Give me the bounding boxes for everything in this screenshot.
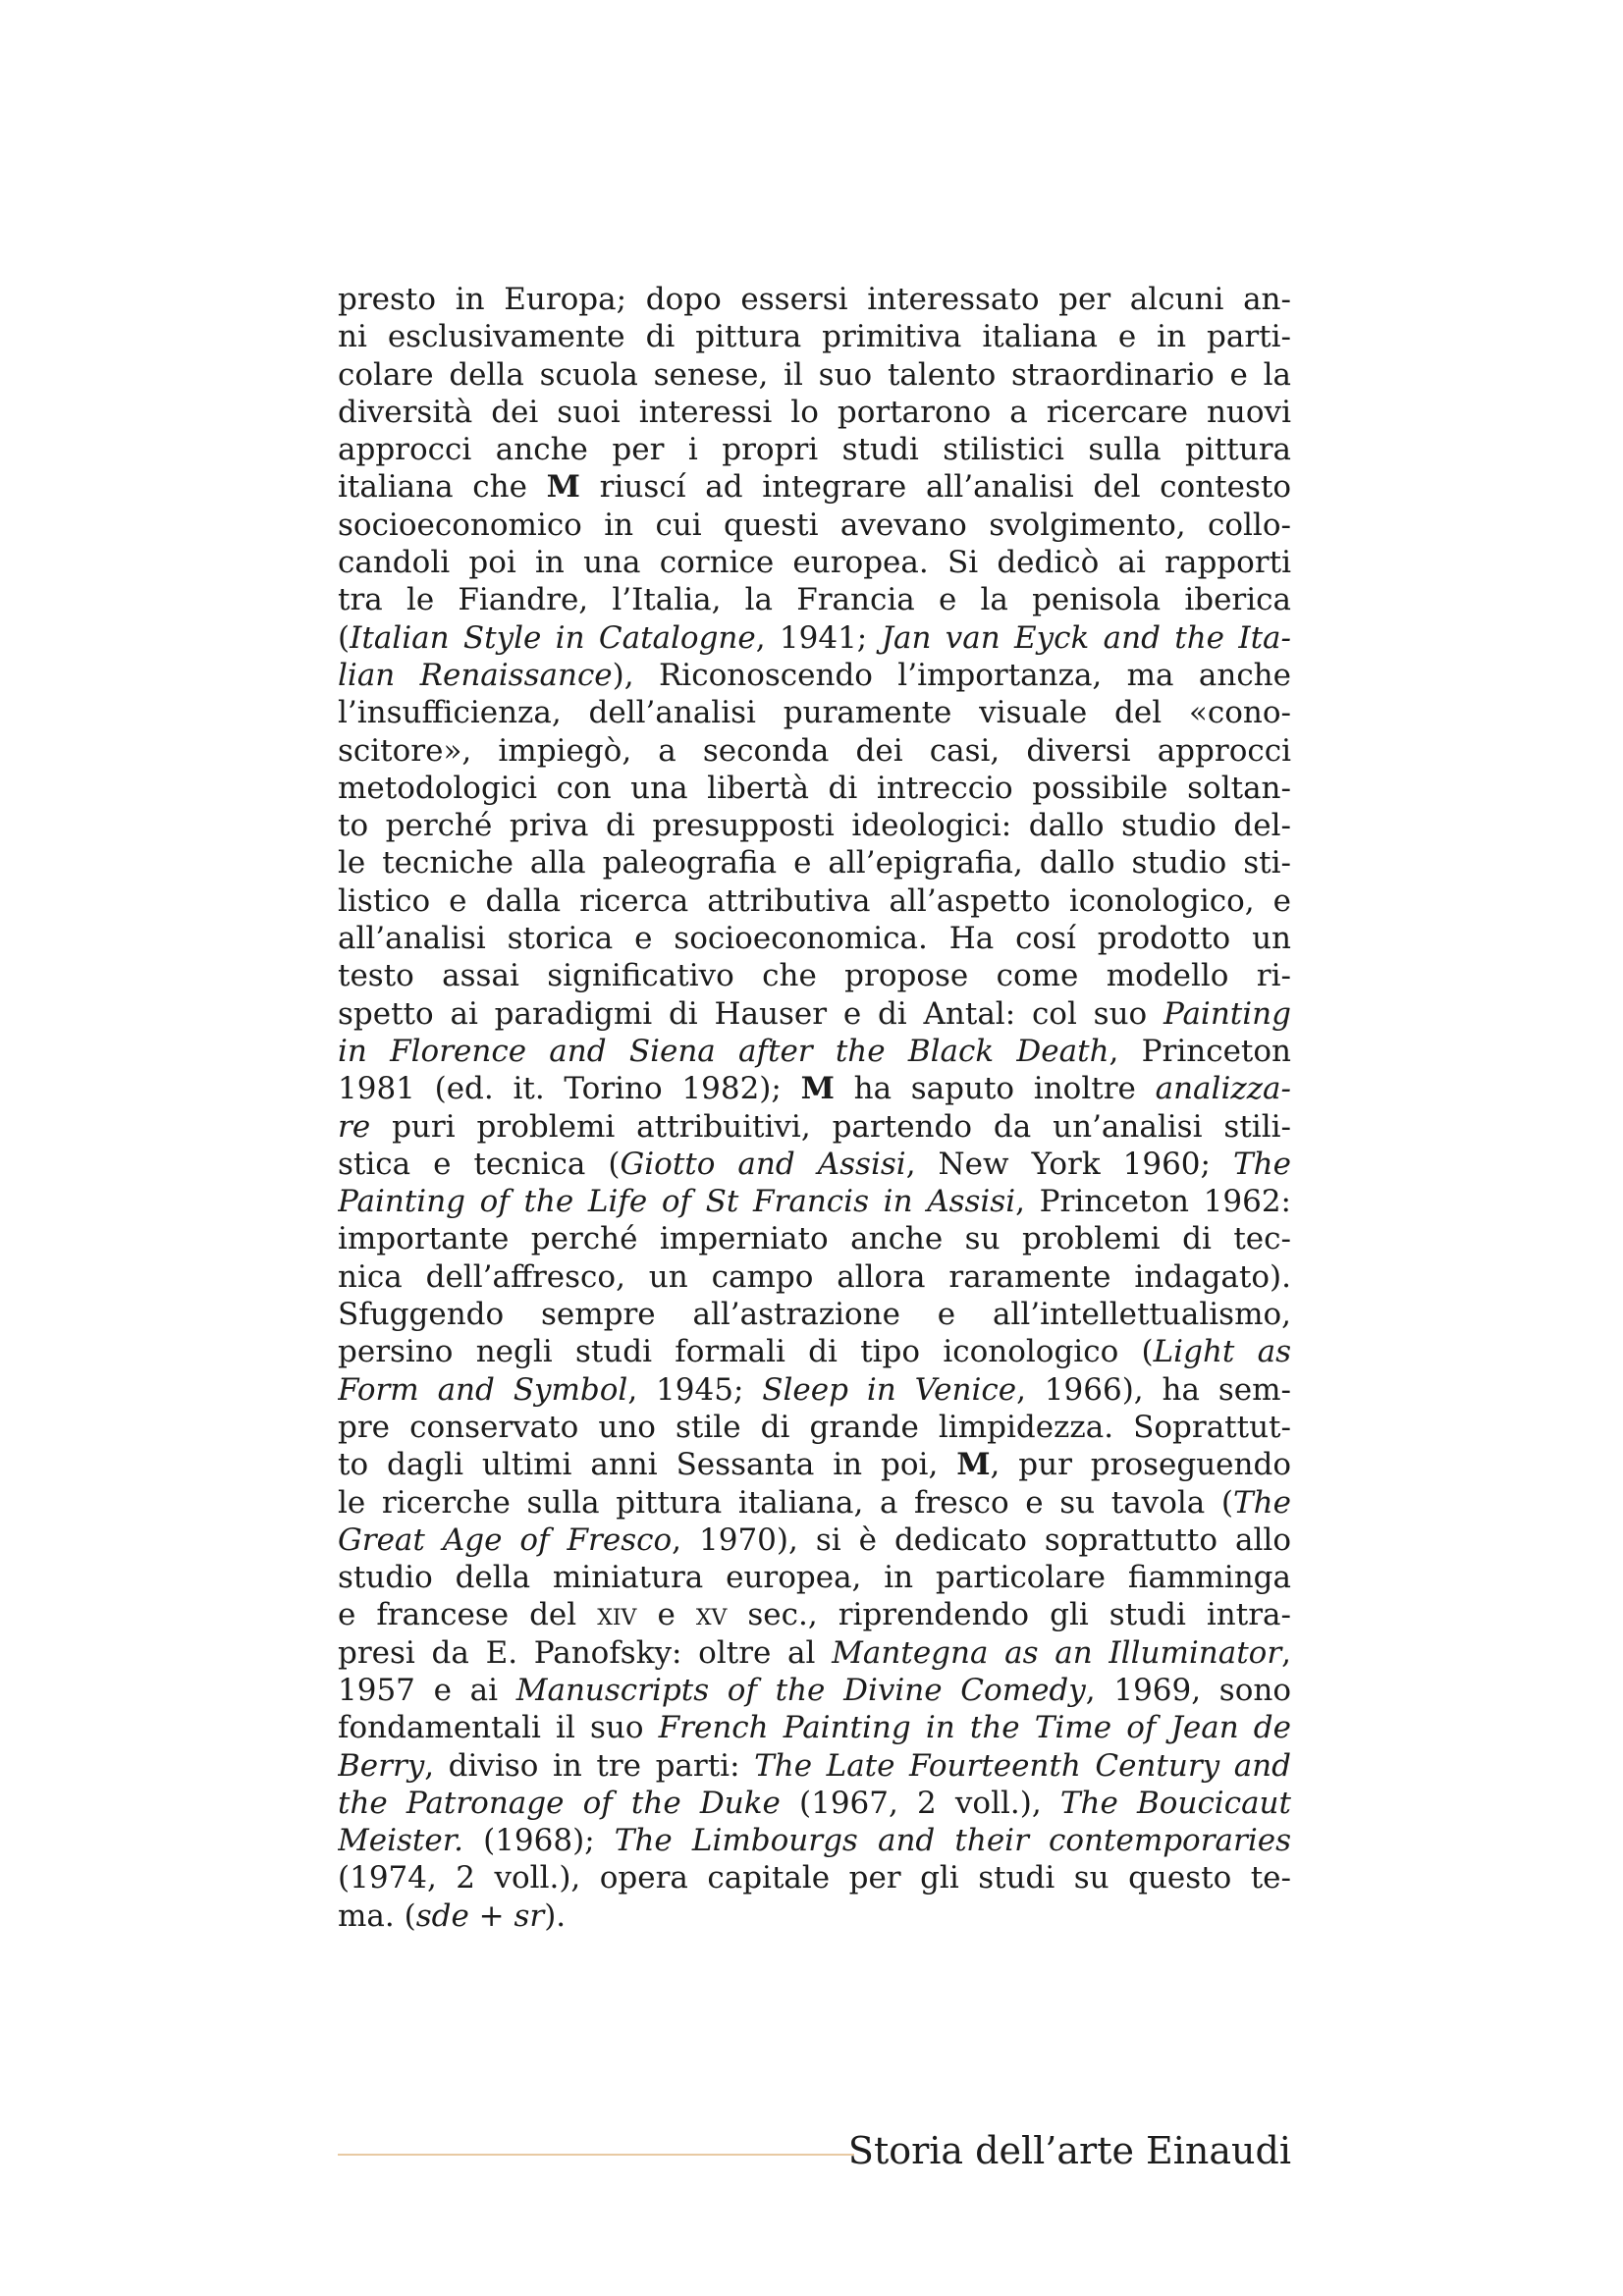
italic-title: re xyxy=(338,1108,371,1145)
text-line xyxy=(338,920,1291,957)
text-run: italiana che xyxy=(338,469,547,506)
text-line xyxy=(338,1484,1291,1522)
text-run: listico e dalla ricerca attributiva all’aspetto iconologico, e xyxy=(338,882,1291,919)
text-run: Sfuggendo sempre all’astrazione e all’intellettualismo, xyxy=(338,1297,1291,1333)
footer-rule xyxy=(338,2154,854,2156)
text-line xyxy=(338,1634,1291,1672)
text-line xyxy=(338,1559,1291,1596)
text-line xyxy=(338,1070,1291,1107)
text-run: , New York 1960; xyxy=(905,1146,1233,1182)
text-line xyxy=(338,770,1291,807)
text-run: 1957 e ai xyxy=(338,1672,516,1708)
italic-title: The Limbourgs and their contemporaries xyxy=(614,1823,1291,1859)
italic-title: Great Age of Fresco xyxy=(338,1522,673,1558)
text-line xyxy=(338,1409,1291,1446)
text-line xyxy=(338,1183,1291,1220)
text-line xyxy=(338,356,1291,394)
text-line xyxy=(338,468,1291,506)
text-line xyxy=(338,544,1291,581)
text-line xyxy=(338,1785,1291,1822)
text-run: , 1966), ha sem- xyxy=(1016,1371,1291,1408)
text-line xyxy=(338,1709,1291,1746)
footer-caption: Storia dell’arte Einaudi xyxy=(847,2129,1291,2172)
text-run: , pur proseguendo xyxy=(990,1447,1291,1483)
text-line xyxy=(338,732,1291,770)
italic-title: Jan van Eyck and the Ita- xyxy=(881,619,1291,656)
page-footer xyxy=(338,2128,1291,2173)
italic-title: Painting xyxy=(1163,995,1291,1032)
text-run: to dagli ultimi anni Sessanta in poi, xyxy=(338,1447,957,1483)
text-run: nica dell’affresco, un campo allora raramente indagato). xyxy=(338,1258,1291,1295)
text-run: 1981 (ed. it. Torino 1982); xyxy=(338,1071,801,1107)
italic-title: Italian Style in Catalogne xyxy=(350,619,756,656)
text-run: stica e tecnica ( xyxy=(338,1146,621,1182)
text-run: riuscí ad integrare all’analisi del contesto xyxy=(580,469,1291,506)
italic-title: sde + sr xyxy=(415,1897,545,1934)
text-line xyxy=(338,882,1291,920)
text-run: ha saputo inoltre xyxy=(834,1071,1156,1107)
italic-title: Light as xyxy=(1153,1334,1291,1370)
text-run: importante perché imperniato anche su problemi di tec- xyxy=(338,1221,1291,1257)
text-run: to perché priva di presupposti ideologici: dallo studio del- xyxy=(338,808,1291,844)
text-run: le tecniche alla paleografia e all’epigrafia, dallo studio sti- xyxy=(338,845,1291,881)
text-line xyxy=(338,1033,1291,1070)
text-run: fondamentali il suo xyxy=(338,1710,659,1746)
italic-title: The xyxy=(1233,1484,1291,1521)
text-line xyxy=(338,995,1291,1033)
text-run: , xyxy=(1281,1634,1291,1671)
text-line xyxy=(338,1333,1291,1370)
text-run: ). xyxy=(544,1897,567,1934)
text-line xyxy=(338,281,1291,318)
italic-title: Giotto and Assisi xyxy=(620,1146,906,1182)
text-line xyxy=(338,1672,1291,1709)
text-line xyxy=(338,507,1291,544)
text-run: approcci anche per i propri studi stilistici sulla pittura xyxy=(338,432,1291,468)
text-run: studio della miniatura europea, in particolare fiamminga xyxy=(338,1560,1291,1596)
text-line xyxy=(338,1596,1291,1633)
text-run: candoli poi in una cornice europea. Si dedicò ai rapporti xyxy=(338,545,1291,581)
text-run: ( xyxy=(338,619,351,656)
text-run: (1974, 2 voll.), opera capitale per gli studi su questo te- xyxy=(338,1860,1291,1896)
text-line xyxy=(338,1822,1291,1859)
text-line xyxy=(338,1897,1291,1935)
text-run: tra le Fiandre, l’Italia, la Francia e la penisola iberica xyxy=(338,582,1291,618)
text-run: (1967, 2 voll.), xyxy=(780,1785,1060,1821)
bold-initial: M xyxy=(956,1447,991,1483)
italic-title: the Patronage of the Duke xyxy=(338,1785,781,1821)
italic-title: analizza- xyxy=(1155,1071,1291,1107)
text-run: presi da E. Panofsky: oltre al xyxy=(338,1634,833,1671)
text-line xyxy=(338,1220,1291,1257)
text-line xyxy=(338,657,1291,694)
text-line xyxy=(338,619,1291,657)
text-run: persino negli studi formali di tipo iconologico ( xyxy=(338,1334,1154,1370)
text-run: (1968); xyxy=(462,1823,615,1859)
text-run: xiv xyxy=(597,1597,637,1633)
text-run: , 1941; xyxy=(755,619,882,656)
text-line xyxy=(338,581,1291,618)
italic-title: Manuscripts of the Divine Comedy xyxy=(515,1672,1086,1708)
text-run: colare della scuola senese, il suo talento straordinario e la xyxy=(338,356,1291,393)
text-run: , diviso in tre parti: xyxy=(424,1747,755,1784)
text-run: presto in Europa; dopo essersi interessato per alcuni an- xyxy=(338,282,1291,317)
text-run: ni esclusivamente di pittura primitiva italiana e in parti- xyxy=(338,319,1291,355)
text-line xyxy=(338,431,1291,468)
text-run: , Princeton xyxy=(1109,1033,1291,1069)
text-run: diversità dei suoi interessi lo portarono a ricercare nuovi xyxy=(338,394,1291,430)
text-line xyxy=(338,1258,1291,1296)
text-line xyxy=(338,1522,1291,1559)
italic-title: The Late Fourteenth Century and xyxy=(754,1747,1291,1784)
text-line xyxy=(338,1146,1291,1183)
italic-title: Meister. xyxy=(338,1823,463,1859)
text-line xyxy=(338,844,1291,881)
text-run: scitore», impiegò, a seconda dei casi, diversi approcci xyxy=(338,732,1291,769)
text-line xyxy=(338,1747,1291,1785)
text-run: le ricerche sulla pittura italiana, a fresco e su tavola ( xyxy=(338,1484,1233,1521)
italic-title: The Boucicaut xyxy=(1059,1785,1291,1821)
text-run: e xyxy=(636,1597,696,1633)
text-run: metodologici con una libertà di intreccio possibile soltan- xyxy=(338,770,1291,806)
text-run: , 1970), si è dedicato soprattutto allo xyxy=(672,1522,1291,1558)
text-run: , Princeton 1962: xyxy=(1015,1184,1291,1220)
text-run: ), Riconoscendo l’importanza, ma anche xyxy=(612,657,1291,693)
italic-title: Mantegna as an Illuminator xyxy=(832,1634,1282,1671)
text-line xyxy=(338,807,1291,844)
italic-title: Form and Symbol xyxy=(338,1371,628,1408)
italic-title: Sleep in Venice xyxy=(762,1371,1017,1408)
text-run: xv xyxy=(695,1597,728,1633)
italic-title: lian Renaissance xyxy=(338,657,613,693)
bold-initial: M xyxy=(546,469,580,506)
text-run: all’analisi storica e socioeconomica. Ha cosí prodotto un xyxy=(338,921,1291,957)
text-run: ma. ( xyxy=(338,1897,416,1934)
italic-title: in Florence and Siena after the Black Death xyxy=(338,1033,1109,1069)
text-line xyxy=(338,318,1291,355)
text-run: , 1969, sono xyxy=(1085,1672,1291,1708)
text-run: spetto ai paradigmi di Hauser e di Antal: col suo xyxy=(338,995,1163,1032)
italic-title: Painting of the Life of St Francis in Assisi xyxy=(338,1184,1016,1220)
text-line xyxy=(338,394,1291,431)
text-run: l’insufficienza, dell’analisi puramente visuale del «cono- xyxy=(338,695,1291,731)
text-run: testo assai significativo che propose come modello ri- xyxy=(338,958,1291,994)
text-run: socioeconomico in cui questi avevano svolgimento, collo- xyxy=(338,507,1291,543)
text-line xyxy=(338,1296,1291,1333)
text-line xyxy=(338,1446,1291,1483)
text-line xyxy=(338,1371,1291,1409)
text-line xyxy=(338,957,1291,994)
text-line xyxy=(338,694,1291,731)
text-run: pre conservato uno stile di grande limpidezza. Soprattut- xyxy=(338,1409,1291,1445)
text-run: e francese del xyxy=(338,1597,598,1633)
italic-title: French Painting in the Time of Jean de xyxy=(658,1710,1291,1746)
italic-title: Berry xyxy=(338,1747,425,1784)
text-run: puri problemi attribuitivi, partendo da un’analisi stili- xyxy=(370,1108,1291,1145)
bold-initial: M xyxy=(800,1071,835,1107)
text-run: , 1945; xyxy=(627,1371,763,1408)
text-line xyxy=(338,1108,1291,1146)
text-line xyxy=(338,1859,1291,1896)
text-run: sec., riprendendo gli studi intra- xyxy=(727,1597,1291,1633)
body-text xyxy=(338,281,1291,1935)
italic-title: The xyxy=(1232,1146,1291,1182)
